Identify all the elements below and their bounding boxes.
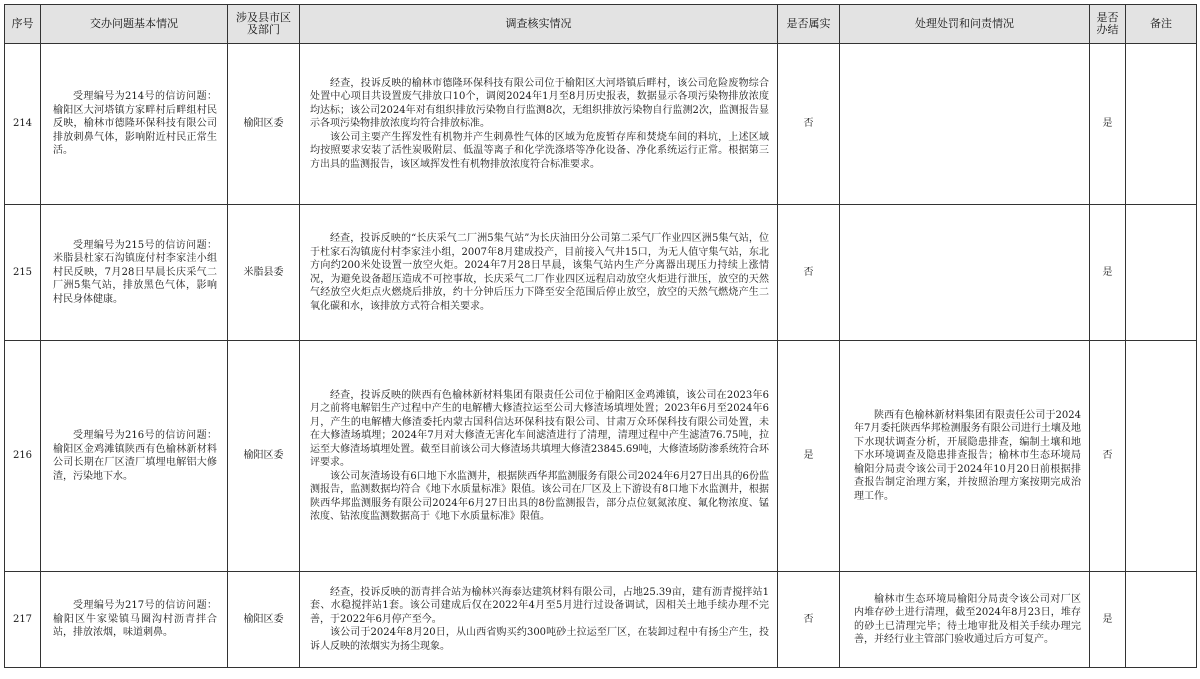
header-seq: 序号 [5,5,41,44]
row-seq: 216 [5,341,41,572]
table-row [5,572,1197,668]
row-dept: 米脂县委 [228,205,300,341]
row-basic: 受理编号为216号的信访问题：榆阳区金鸡滩镇陕西有色榆林新材料公司长期在厂区渣厂填埋电解铝大修渣，污染地下水。 [53,430,217,482]
header-remark: 备注 [1126,5,1197,44]
header-handling: 处理处罚和问责情况 [840,5,1090,44]
row-seq: 217 [5,572,41,668]
header-dept: 涉及县市区及部门 [228,5,300,44]
row-handling: 榆林市生态环境局榆阳分局责令该公司对厂区内堆存砂土进行清理，截至2024年8月23日，堆存的砂土已清理完毕；待土地审批及相关手续办理完善，并经行业主管部门验收通过后方可复产。 [854,593,1081,645]
table-row [5,341,1197,572]
row-is-true: 否 [778,44,840,205]
row-done: 否 [1090,341,1126,572]
investigation-paragraph: 经查，投诉反映的沥青拌合站为榆林兴海泰达建筑材料有限公司，占地25.39亩，建有沥青搅拌站1套、水稳搅拌站1套。该公司建成后仅在2022年4月至5月进行过设备调试，因相关土地手续办理不完善，于2022年6月停产至今。 [310,586,769,625]
row-investigation [300,232,777,313]
header-row [5,5,1197,44]
investigation-paragraph: 该公司主要产生挥发性有机物并产生刺鼻性气体的区域为危废暂存库和焚烧车间的料坑，上述区域均按照要求安装了活性炭吸附层、低温等离子和化学洗涤塔等净化设备、净化系统运行正常。根据第三方出具的监测报告，该区域挥发性有机物排放浓度符合标准要求。 [310,131,769,170]
header-basic: 交办问题基本情况 [41,5,228,44]
investigation-paragraph: 经查，投诉反映的“长庆采气二厂洲5集气站”为长庆油田分公司第二采气厂作业四区洲5集气站，位于杜家石沟镇庞付村李家洼小组，2007年8月建成投产，目前接入气井15口，为无人值守集气站，东北方向约200米处设置一放空火炬。2024年7月28日早晨，该集气站内生产分离器出现压力持续上涨情况，为避免设备超压造成不可控事故，长庆采气二厂作业四区远程启动放空火炬进行泄压，放空的天然气经放空火炬点火燃烧后排放，约十分钟后压力下降至安全范围后停止放空，放空的天然气燃烧产生二氧化碳和水，该排放方式符合相关要求。 [310,233,769,312]
investigation-paragraph: 经查，投诉反映的榆林市德隆环保科技有限公司位于榆阳区大河塔镇后畔村，该公司危险废物综合处置中心项目共设置废气排放口10个，调阅2024年1月至8月历史报表，数据显示各项污染物排放浓度均达标；该公司2024年对有组织排放污染物自行监测8次，无组织排放污染物自行监测2次，监测报告显示各项污染物排放浓度均符合排放标准。 [310,77,769,130]
row-handling: 陕西有色榆林新材料集团有限责任公司于2024年7月委托陕西华邦检测服务有限公司进行土壤及地下水现状调查分析，开展隐患排查，编制土壤和地下水环境调查及隐患排查报告；榆林市生态环境局榆阳分局责令该公司于2024年10月20日前根据排查报告制定治理方案，并按照治理方案按期完成治理工作。 [854,409,1081,502]
row-investigation [300,77,777,172]
row-done: 是 [1090,205,1126,341]
row-investigation [300,389,777,524]
complaint-table [4,4,1197,668]
row-done: 是 [1090,572,1126,668]
table-row [5,205,1197,341]
row-investigation [300,586,777,654]
row-is-true: 否 [778,572,840,668]
row-seq: 214 [5,44,41,205]
row-remark [1126,572,1197,668]
header-investigation: 调查核实情况 [300,5,778,44]
row-seq: 215 [5,205,41,341]
row-dept: 榆阳区委 [228,341,300,572]
row-dept: 榆阳区委 [228,44,300,205]
row-basic: 受理编号为214号的信访问题：榆阳区大河塔镇方家畔村后畔组村民反映，榆林市德隆环保科技有限公司排放刺鼻气体，影响附近村民正常生活。 [53,91,217,157]
table-row [5,44,1197,205]
investigation-paragraph: 经查，投诉反映的陕西有色榆林新材料集团有限责任公司位于榆阳区金鸡滩镇，该公司在2023年6月之前将电解铝生产过程中产生的电解槽大修渣拉运至公司大修渣场填埋处置；2023年6月至2024年6月，产生的电解槽大修渣委托内蒙古国科信达环保科技有限公司、甘肃万众环保科技有限公司处置，未在大修渣场填埋；2024年7月对大修渣无害化车间滤渣进行了清理，清理过程中产生滤渣76.75吨，拉运至大修渣场填埋处置。截至目前该公司大修渣场共填埋大修渣23845.69吨，大修渣场防渗系统符合环评要求。 [310,389,769,468]
row-done: 是 [1090,44,1126,205]
row-is-true: 否 [778,205,840,341]
row-dept: 榆阳区委 [228,572,300,668]
row-is-true: 是 [778,341,840,572]
header-is-true: 是否属实 [778,5,840,44]
row-remark [1126,44,1197,205]
header-done: 是否办结 [1090,5,1126,44]
investigation-paragraph: 该公司灰渣场设有6口地下水监测井，根据陕西华邦监测服务有限公司2024年6月27日出具的6份监测报告，监测数据均符合《地下水质量标准》限值。该公司在厂区及上下游设有8口地下水监测井，根据陕西华邦监测服务有限公司2024年6月27日出具的8份监测报告，部分点位氨氮浓度、氟化物浓度、锰浓度、钴浓度监测数据高于《地下水质量标准》限值。 [310,470,769,522]
row-remark [1126,205,1197,341]
row-basic: 受理编号为217号的信访问题：榆阳区牛家梁镇马圈沟村沥青拌合站，排放浓烟，味道刺鼻。 [53,600,217,639]
row-basic: 受理编号为215号的信访问题：米脂县杜家石沟镇庞付村李家洼小组村民反映，7月28日早晨长庆采气二厂洲5集气站，排放黑色气体，影响村民身体健康。 [53,239,217,305]
row-remark [1126,341,1197,572]
investigation-paragraph: 该公司于2024年8月20日，从山西省购买约300吨砂土拉运至厂区，在装卸过程中有扬尘产生，投诉人反映的浓烟实为扬尘现象。 [310,627,769,652]
